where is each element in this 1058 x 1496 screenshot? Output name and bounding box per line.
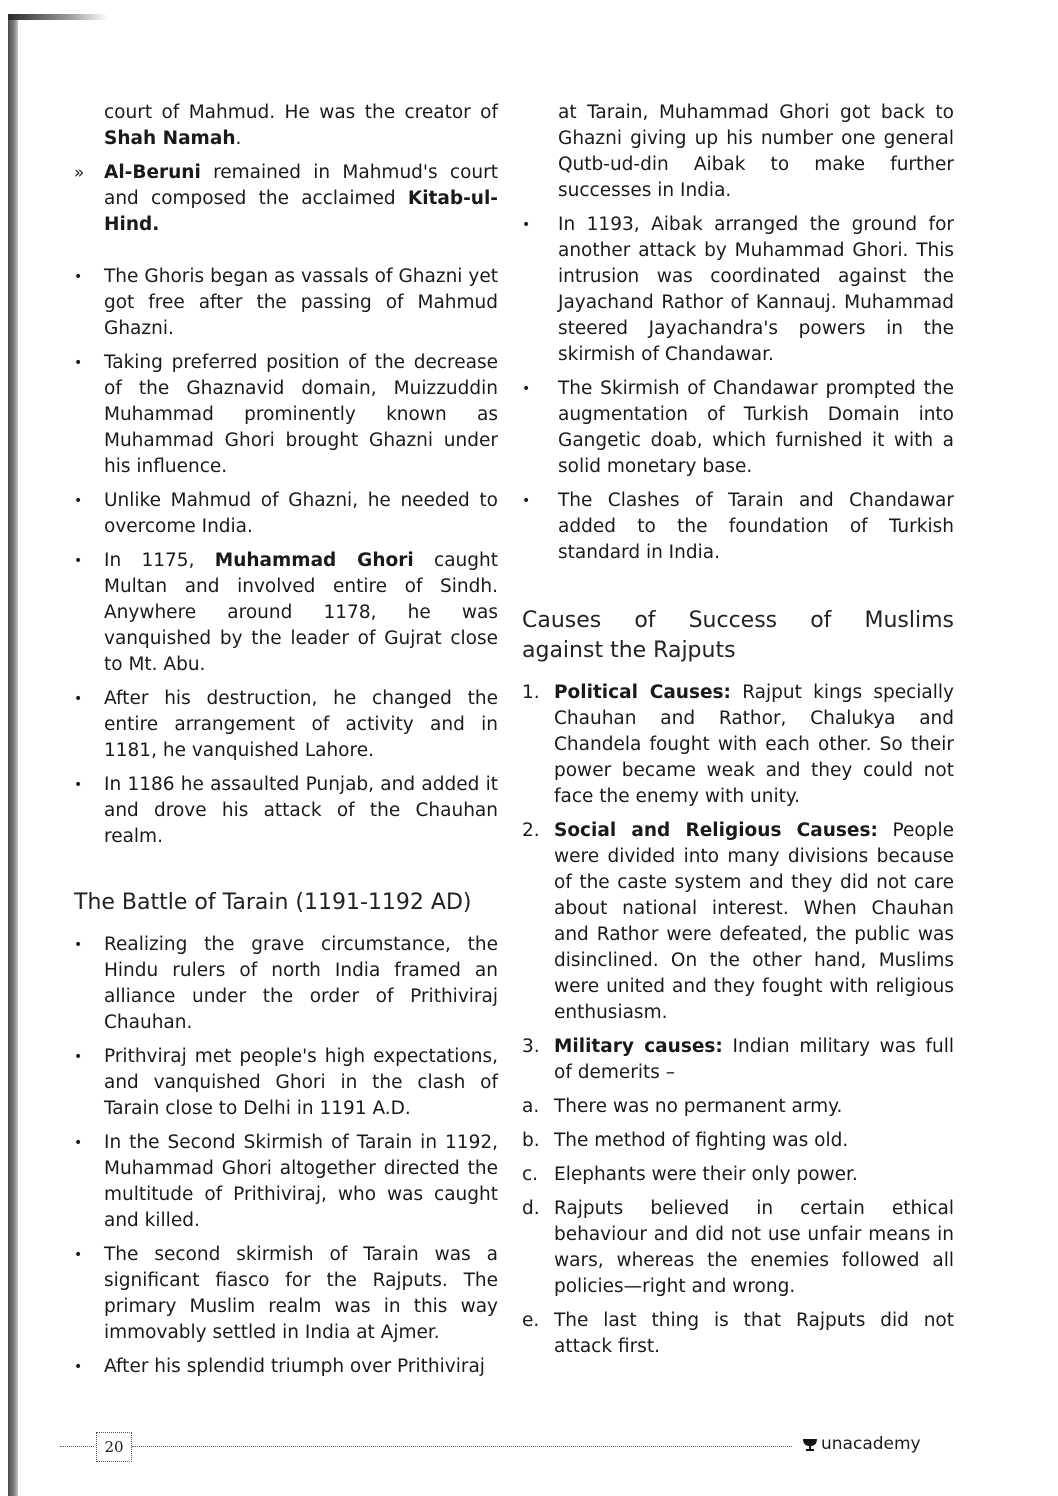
bullet-icon: • (74, 777, 83, 793)
lettered-item: e. The last thing is that Rajputs did not attack first. (522, 1310, 954, 1357)
bullet-icon: • (74, 269, 83, 285)
scan-edge-artifact-top (8, 14, 108, 20)
list-item: • The second skirmish of Tarain was a significant fiasco for the Rajputs. The primary Muslim realm was in this way immovably settled in India at Ajmer. (74, 1244, 498, 1343)
lettered-item: c. Elephants were their only power. (522, 1164, 858, 1185)
bullet-icon: • (74, 1247, 83, 1263)
list-item: • In 1193, Aibak arranged the ground for another attack by Muhammad Ghori. This intrusion was coordinated against the Jayachand Rathor of Kannauj. Muhammad steered Jayachandra's powers in the skirmish of Chandawar. (522, 214, 954, 365)
bullet-icon: • (74, 1135, 83, 1151)
list-item-al-beruni: » Al-Beruni remained in Mahmud's court and composed the acclaimed Kitab-ul-Hind. (74, 162, 498, 235)
continuation-paragraph: at Tarain, Muhammad Ghori got back to Ghazni giving up his number one general Qutb-ud-din Aibak to make further successes in India. (558, 102, 954, 201)
bullet-icon: • (74, 1359, 83, 1375)
unacademy-logo-icon (802, 1436, 818, 1452)
list-item: • The Clashes of Tarain and Chandawar added to the foundation of Turkish standard in India. (522, 490, 954, 563)
list-item: • In 1186 he assaulted Punjab, and added it and drove his attack of the Chauhan realm. (74, 774, 498, 847)
numbered-item-social: 2. Social and Religious Causes: People were divided into many divisions because of the caste system and they did not care about national interest. When Chauhan and Rathor were defeated, the public was disinclined. On the other hand, Muslims were united and they fought with religious enthusiasm. (522, 820, 954, 1023)
double-chevron-bullet-icon: » (74, 163, 85, 183)
numbered-item-military: 3. Military causes: Indian military was full of demerits – (522, 1036, 954, 1083)
bullet-icon: • (522, 217, 531, 233)
lettered-item: d. Rajputs believed in certain ethical behaviour and did not use unfair means in wars, whereas the enemies followed all policies—right and wrong. (522, 1198, 954, 1297)
bullet-icon: • (74, 553, 83, 569)
term-shah-namah: Shah Namah (104, 128, 236, 149)
footer-divider (132, 1446, 792, 1447)
brand-logo: unacademy (802, 1434, 921, 1454)
scan-edge-artifact (8, 14, 18, 1496)
bullet-icon: • (522, 493, 531, 509)
list-item: • After his destruction, he changed the entire arrangement of activity and in 1181, he vanquished Lahore. (74, 688, 498, 761)
list-item: • The Ghoris began as vassals of Ghazni yet got free after the passing of Mahmud Ghazni. (74, 266, 498, 339)
list-item: • Prithviraj met people's high expectations, and vanquished Ghori in the clash of Tarain close to Delhi in 1191 A.D. (74, 1046, 498, 1119)
list-item: • The Skirmish of Chandawar prompted the augmentation of Turkish Domain into Gangetic doab, which furnished it with a solid monetary base. (522, 378, 954, 477)
left-column (74, 100, 498, 1388)
page-number: 20 (96, 1432, 132, 1462)
right-column (522, 100, 954, 1368)
list-item: • Taking preferred position of the decrease of the Ghaznavid domain, Muizzuddin Muhammad prominently known as Muhammad Ghori brought Ghazni under his influence. (74, 352, 498, 477)
list-item: • After his splendid triumph over Prithiviraj (74, 1354, 498, 1380)
lettered-item: a. There was no permanent army. (522, 1096, 843, 1117)
section-heading-tarain: The Battle of Tarain (1191-1192 AD) (74, 890, 472, 915)
numbered-item-political: 1. Political Causes: Rajput kings specially Chauhan and Rathor, Chalukya and Chandela fought with each other. So their power became weak and they could not face the enemy with unity. (522, 682, 954, 807)
footer-divider (60, 1446, 94, 1447)
intro-continuation: court of Mahmud. He was the creator of Shah Namah. (104, 102, 498, 149)
bullet-icon: • (74, 355, 83, 371)
bullet-icon: • (74, 1049, 83, 1065)
lettered-item: b. The method of fighting was old. (522, 1130, 849, 1151)
bullet-icon: • (74, 493, 83, 509)
bullet-icon: • (74, 937, 83, 953)
bullet-icon: • (74, 691, 83, 707)
list-item-1175: • In 1175, Muhammad Ghori caught Multan and involved entire of Sindh. Anywhere around 1178, he was vanquished by the leader of Gujrat close to Mt. Abu. (74, 550, 498, 675)
list-item: • In the Second Skirmish of Tarain in 1192, Muhammad Ghori altogether directed the multitude of Prithiviraj, who was caught and killed. (74, 1132, 498, 1231)
page-footer (40, 1432, 970, 1462)
list-item: • Unlike Mahmud of Ghazni, he needed to overcome India. (74, 490, 498, 537)
list-item: • Realizing the grave circumstance, the Hindu rulers of north India framed an alliance under the order of Prithiviraj Chauhan. (74, 934, 498, 1033)
section-heading-causes: Causes of Success of Muslims against the Rajputs (522, 608, 954, 663)
bullet-icon: • (522, 381, 531, 397)
